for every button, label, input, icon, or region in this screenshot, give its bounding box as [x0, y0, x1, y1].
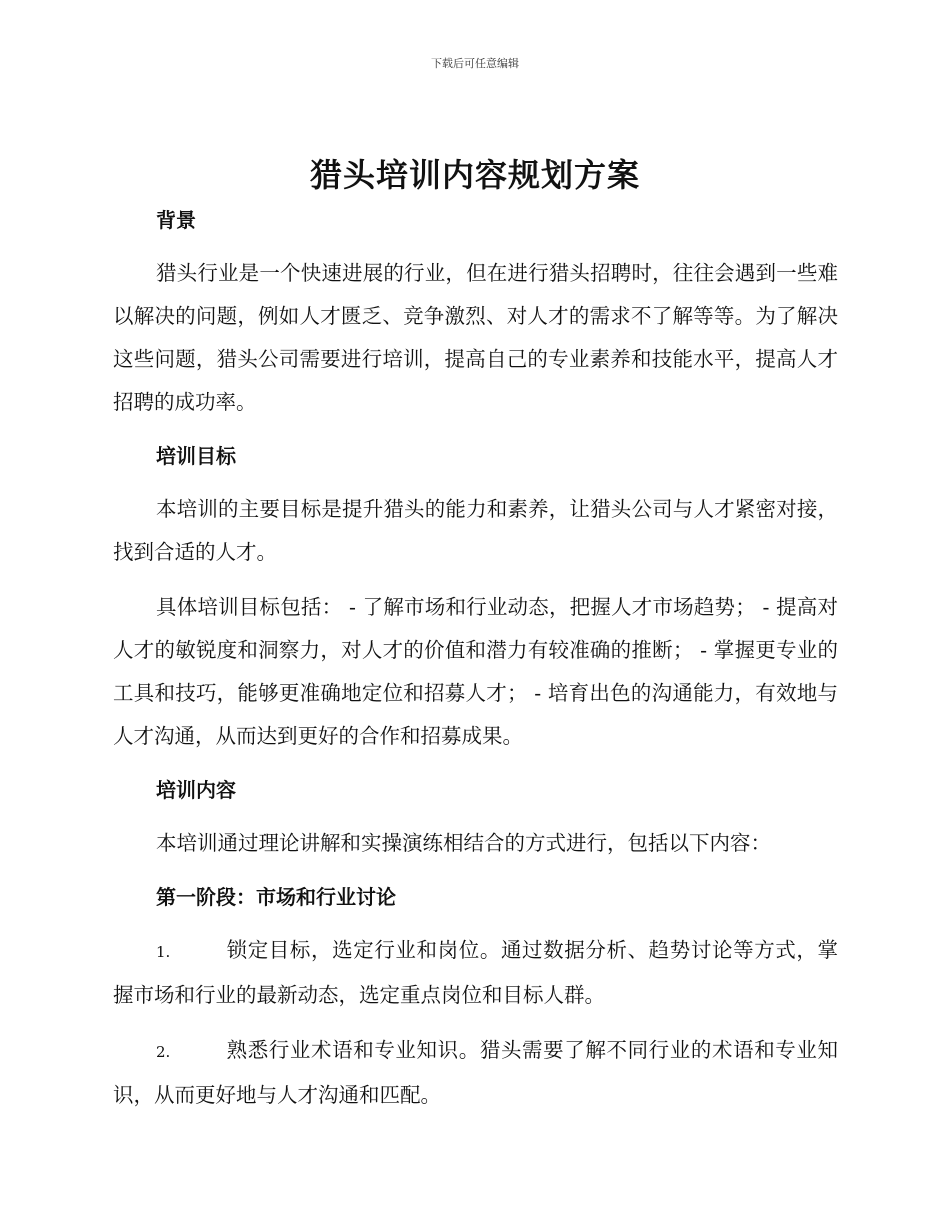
- goal-heading: 培训目标: [156, 444, 236, 468]
- list-item-number: 1.: [156, 943, 171, 961]
- content-paragraph: 本培训通过理论讲解和实操演练相结合的方式进行，包括以下内容：: [156, 831, 771, 855]
- goal-paragraph-2: 具体培训目标包括： - 了解市场和行业动态，把握人才市场趋势； - 提高对人才的敏锐度和洞察力，对人才的价值和潜力有较准确的推断； - 掌握更专业的工具和技巧，能够更准确地定位和招募人才； - 培育出色的沟通能力，有效地与人才沟通，从而达到更好的合作和招募成果。: [113, 595, 838, 748]
- header-note: 下载后可任意编辑: [431, 57, 519, 70]
- list-item: [113, 1029, 838, 1117]
- document-title: 猎头培训内容规划方案: [309, 156, 640, 194]
- goal-paragraph-1: 本培训的主要目标是提升猎头的能力和素养，让猎头公司与人才紧密对接，找到合适的人才。: [113, 497, 838, 564]
- background-paragraph: 猎头行业是一个快速进展的行业，但在进行猎头招聘时，往往会遇到一些难以解决的问题，例如人才匮乏、竞争激烈、对人才的需求不了解等等。为了解决这些问题，猎头公司需要进行培训，提高自己的专业素养和技能水平，提高人才招聘的成功率。: [113, 261, 838, 414]
- background-heading: 背景: [156, 208, 196, 232]
- document-body: [113, 200, 838, 1117]
- content-heading: 培训内容: [156, 778, 236, 802]
- stage1-heading: 第一阶段：市场和行业讨论: [156, 885, 396, 909]
- list-item-text: 锁定目标，选定行业和岗位。通过数据分析、趋势讨论等方式，掌握市场和行业的最新动态，选定重点岗位和目标人群。: [113, 938, 838, 1007]
- list-item-number: 2.: [156, 1043, 171, 1061]
- list-item-text: 熟悉行业术语和专业知识。猎头需要了解不同行业的术语和专业知识，从而更好地与人才沟通和匹配。: [113, 1038, 838, 1107]
- list-item: [113, 929, 838, 1017]
